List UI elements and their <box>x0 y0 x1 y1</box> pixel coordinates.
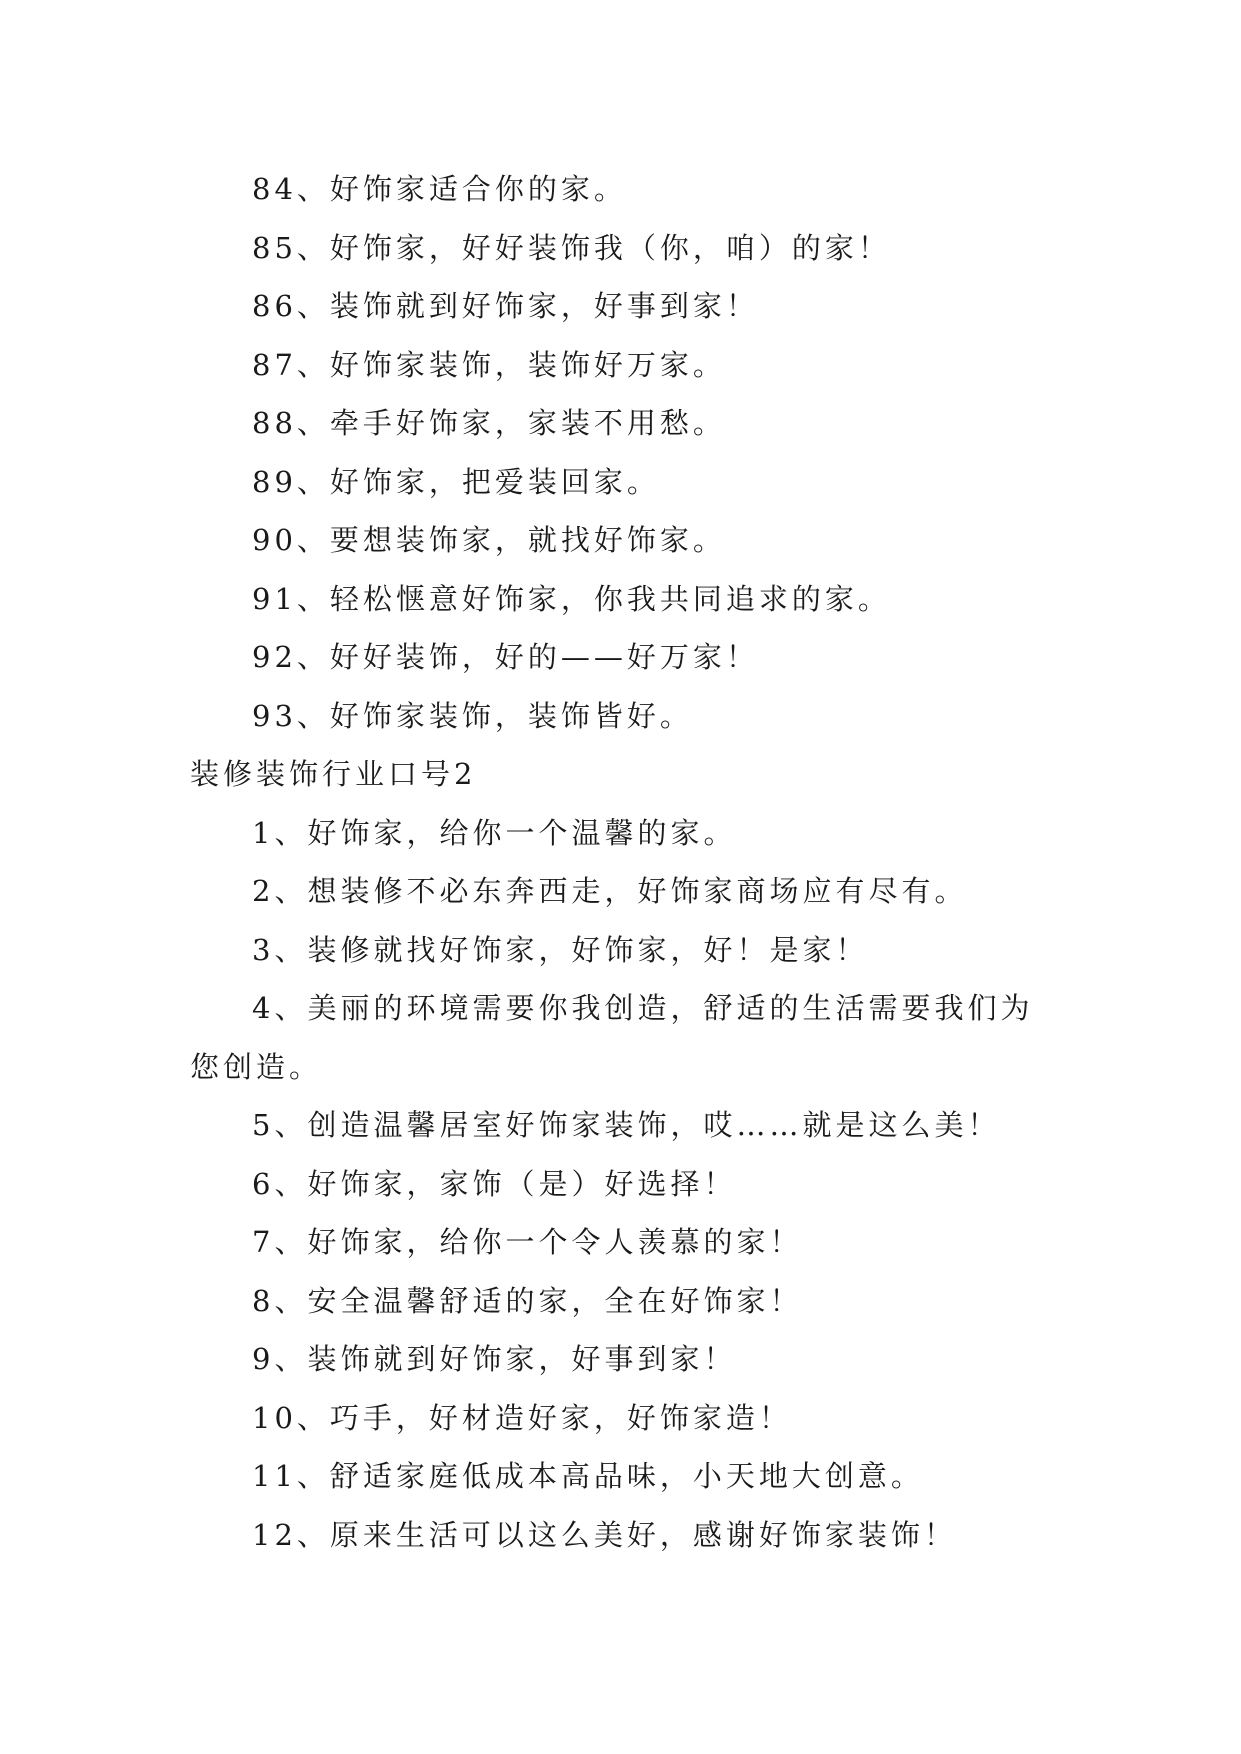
slogan-6: 6、好饰家，家饰（是）好选择！ <box>252 1166 737 1201</box>
slogan-12: 12、原来生活可以这么美好，感谢好饰家装饰！ <box>252 1517 957 1552</box>
slogan-88: 88、牵手好饰家，家装不用愁。 <box>252 406 726 440</box>
slogan-8: 8、安全温馨舒适的家，全在好饰家！ <box>252 1283 803 1318</box>
slogan-3: 3、装修就找好饰家，好饰家，好！是家！ <box>252 932 869 967</box>
slogan-85: 85、好饰家，好好装饰我（你，咱）的家！ <box>252 230 891 265</box>
slogan-91: 91、轻松惬意好饰家，你我共同追求的家。 <box>252 581 891 616</box>
slogan-1: 1、好饰家，给你一个温馨的家。 <box>252 815 737 850</box>
section-heading: 装修装饰行业口号2 <box>190 757 477 791</box>
slogan-7: 7、好饰家，给你一个令人羡慕的家！ <box>252 1225 803 1259</box>
slogan-9: 9、装饰就到好饰家，好事到家！ <box>252 1342 737 1376</box>
slogan-11: 11、舒适家庭低成本高品味，小天地大创意。 <box>252 1459 924 1493</box>
slogan-84: 84、好饰家适合你的家。 <box>252 172 627 206</box>
slogan-87: 87、好饰家装饰，装饰好万家。 <box>252 347 726 382</box>
slogan-92: 92、好好装饰，好的——好万家！ <box>252 640 759 674</box>
document-body <box>190 160 1070 1564</box>
slogan-4: 4、美丽的环境需要你我创造，舒适的生活需要我们为 <box>252 991 1034 1025</box>
slogan-86: 86、装饰就到好饰家，好事到家！ <box>252 289 759 323</box>
slogan-90: 90、要想装饰家，就找好饰家。 <box>252 523 726 557</box>
slogan-2: 2、想装修不必东奔西走，好饰家商场应有尽有。 <box>252 874 968 908</box>
slogan-4-continued: 您创造。 <box>190 1049 323 1084</box>
slogan-5: 5、创造温馨居室好饰家装饰，哎……就是这么美！ <box>252 1108 1001 1142</box>
slogan-10: 10、巧手，好材造好家，好饰家造！ <box>252 1400 792 1435</box>
slogan-89: 89、好饰家，把爱装回家。 <box>252 464 660 499</box>
slogan-93: 93、好饰家装饰，装饰皆好。 <box>252 698 693 733</box>
